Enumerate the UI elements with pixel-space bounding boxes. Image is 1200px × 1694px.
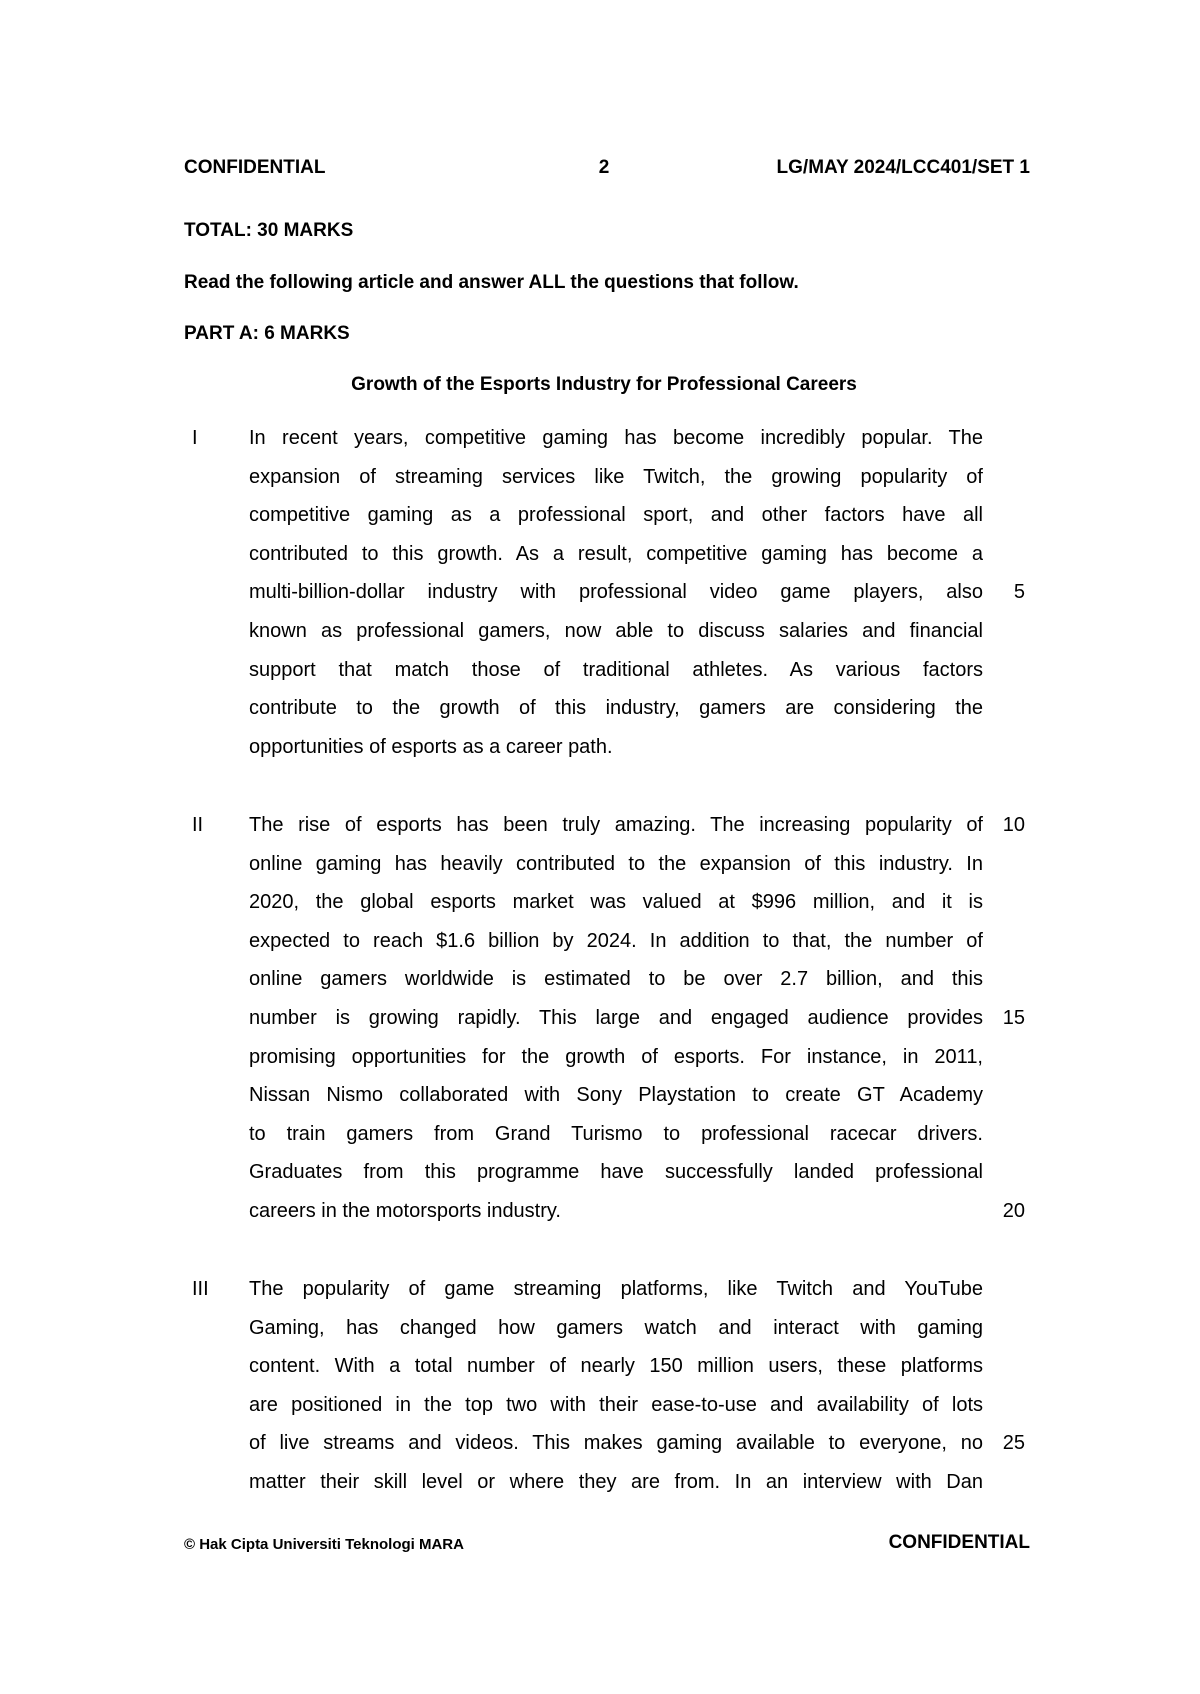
exam-code: LG/MAY 2024/LCC401/SET 1 xyxy=(776,157,1030,178)
text-line: contribute to the growth of this industry, gamers are considering the xyxy=(249,697,983,720)
line-number: 10 xyxy=(1002,814,1025,836)
text-line: opportunities of esports as a career path. xyxy=(249,735,613,758)
text-line: In recent years, competitive gaming has become incredibly popular. The xyxy=(249,427,983,449)
paragraph-text xyxy=(249,806,983,1231)
text-line: multi-billion-dollar industry with professional video game players, also xyxy=(249,581,983,604)
text-line: are positioned in the top two with their ease-to-use and availability of lots xyxy=(249,1393,983,1416)
text-line: careers in the motorsports industry. xyxy=(249,1199,561,1222)
line-number: 25 xyxy=(1002,1432,1025,1455)
text-line: matter their skill level or where they are from. In an interview with Dan xyxy=(249,1470,983,1493)
text-line: online gaming has heavily contributed to the expansion of this industry. In xyxy=(249,852,983,875)
text-line: of live streams and videos. This makes gaming available to everyone, no xyxy=(249,1432,983,1455)
paragraph-text xyxy=(249,419,983,766)
text-line: number is growing rapidly. This large and engaged audience provides xyxy=(249,1006,983,1029)
text-line: promising opportunities for the growth of esports. For instance, in 2011, xyxy=(249,1045,983,1068)
text-line: Nissan Nismo collaborated with Sony Playstation to create GT Academy xyxy=(249,1084,983,1107)
text-line: Gaming, has changed how gamers watch and interact with gaming xyxy=(249,1316,983,1339)
article-title: Growth of the Esports Industry for Professional Careers xyxy=(351,374,857,395)
text-line: support that match those of traditional athletes. As various factors xyxy=(249,658,983,681)
text-line: Graduates from this programme have successfully landed professional xyxy=(249,1161,983,1184)
paragraph-label: II xyxy=(192,814,204,836)
instruction-text: Read the following article and answer ALL the questions that follow. xyxy=(184,272,799,293)
text-line: expected to reach $1.6 billion by 2024. In addition to that, the number of xyxy=(249,929,983,952)
part-heading: PART A: 6 MARKS xyxy=(184,323,350,344)
footer-copyright: © Hak Cipta Universiti Teknologi MARA xyxy=(184,1536,464,1553)
total-marks: TOTAL: 30 MARKS xyxy=(184,220,354,241)
page-header xyxy=(184,157,1030,183)
paragraph-label: I xyxy=(192,427,198,449)
text-line: to train gamers from Grand Turismo to professional racecar drivers. xyxy=(249,1122,983,1145)
text-line: competitive gaming as a professional sport, and other factors have all xyxy=(249,504,983,527)
line-number: 20 xyxy=(1002,1200,1025,1222)
text-line: online gamers worldwide is estimated to be over 2.7 billion, and this xyxy=(249,968,983,991)
line-number: 15 xyxy=(1002,1007,1025,1029)
paragraph-label: III xyxy=(192,1278,209,1300)
page-number: 2 xyxy=(598,157,610,178)
paragraph-text xyxy=(249,1270,983,1502)
text-line: expansion of streaming services like Twitch, the growing popularity of xyxy=(249,465,983,488)
text-line: contributed to this growth. As a result, competitive gaming has become a xyxy=(249,542,983,565)
text-line: content. With a total number of nearly 150 million users, these platforms xyxy=(249,1355,983,1378)
text-line: The popularity of game streaming platforms, like Twitch and YouTube xyxy=(249,1278,983,1300)
footer-confidential: CONFIDENTIAL xyxy=(888,1532,1030,1553)
header-confidential: CONFIDENTIAL xyxy=(184,157,326,178)
line-number: 5 xyxy=(1013,581,1025,604)
text-line: The rise of esports has been truly amazing. The increasing popularity of xyxy=(249,814,983,836)
text-line: known as professional gamers, now able to discuss salaries and financial xyxy=(249,619,983,642)
text-line: 2020, the global esports market was valued at $996 million, and it is xyxy=(249,891,983,914)
